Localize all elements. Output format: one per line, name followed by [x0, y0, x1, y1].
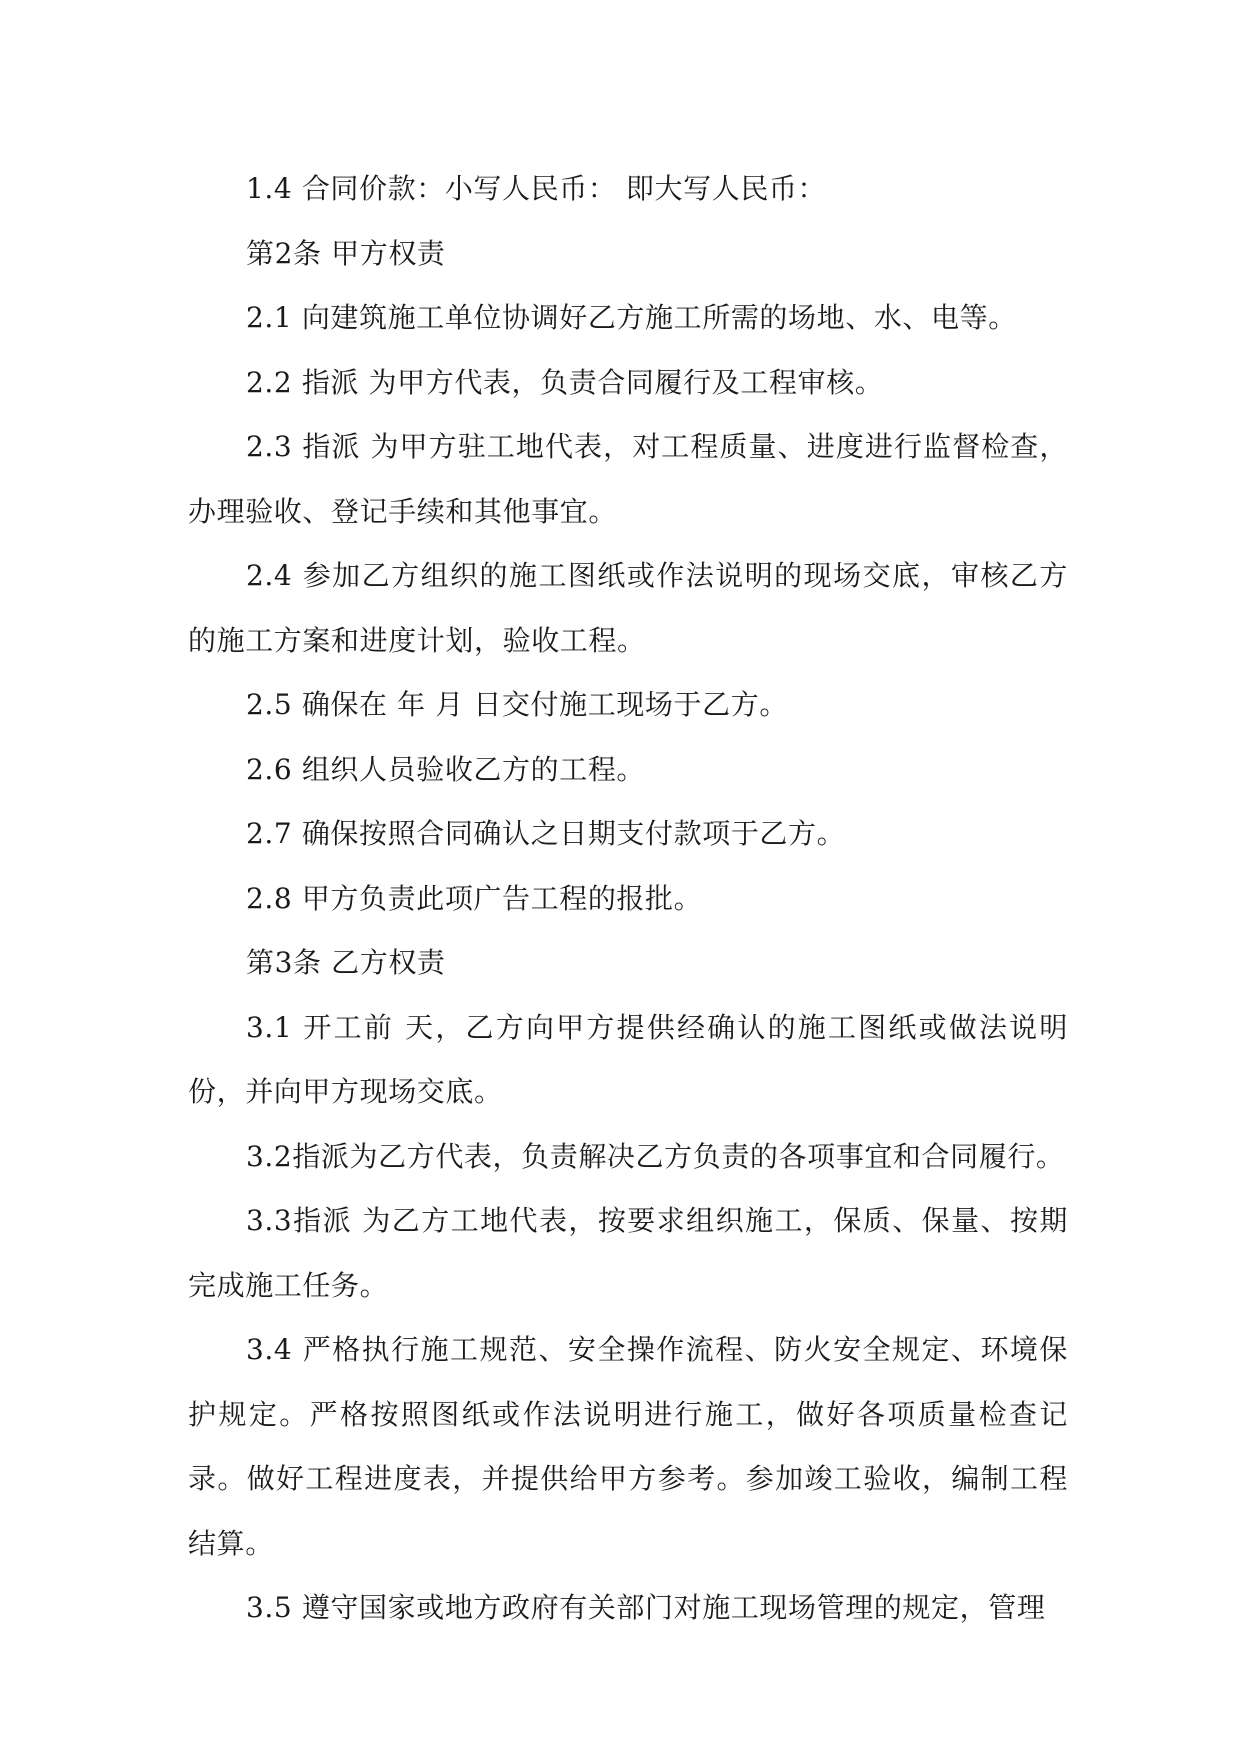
clause-2-7: 2.7 确保按照合同确认之日期支付款项于乙方。: [246, 817, 846, 850]
document-body: [188, 157, 1068, 1641]
article-2-heading: 第2条 甲方权责: [246, 236, 446, 270]
clause-2-5: 2.5 确保在 年 月 日交付施工现场于乙方。: [246, 688, 788, 721]
clause-3-1: 3.1 开工前 天，乙方向甲方提供经确认的施工图纸或做法说明 份，并向甲方现场交底。: [188, 1010, 1068, 1108]
clause-2-4: 2.4 参加乙方组织的施工图纸或作法说明的现场交底，审核乙方的施工方案和进度计划，验收工程。: [188, 559, 1068, 657]
clause-1-4-contract-price: 1.4 合同价款：小写人民币： 即大写人民币：: [246, 172, 827, 205]
clause-3-5: 3.5 遵守国家或地方政府有关部门对施工现场管理的规定，管理: [246, 1591, 1046, 1624]
clause-3-2: 3.2指派为乙方代表，负责解决乙方负责的各项事宜和合同履行。: [246, 1139, 1065, 1173]
clause-2-8: 2.8 甲方负责此项广告工程的报批。: [246, 881, 703, 915]
clause-3-4: 3.4 严格执行施工规范、安全操作流程、防火安全规定、环境保护规定。严格按照图纸或作法说明进行施工，做好各项质量检查记录。做好工程进度表，并提供给甲方参考。参加竣工验收，编制工程结算。: [188, 1333, 1068, 1560]
clause-3-3: 3.3指派 为乙方工地代表，按要求组织施工，保质、保量、按期完成施工任务。: [188, 1204, 1068, 1302]
clause-2-1: 2.1 向建筑施工单位协调好乙方施工所需的场地、水、电等。: [246, 301, 1017, 334]
article-3-heading: 第3条 乙方权责: [246, 946, 446, 979]
clause-2-2: 2.2 指派 为甲方代表，负责合同履行及工程审核。: [246, 365, 884, 399]
clause-2-3: 2.3 指派 为甲方驻工地代表，对工程质量、进度进行监督检查，办理验收、登记手续和其他事宜。: [188, 430, 1068, 528]
clause-2-6: 2.6 组织人员验收乙方的工程。: [246, 752, 646, 786]
